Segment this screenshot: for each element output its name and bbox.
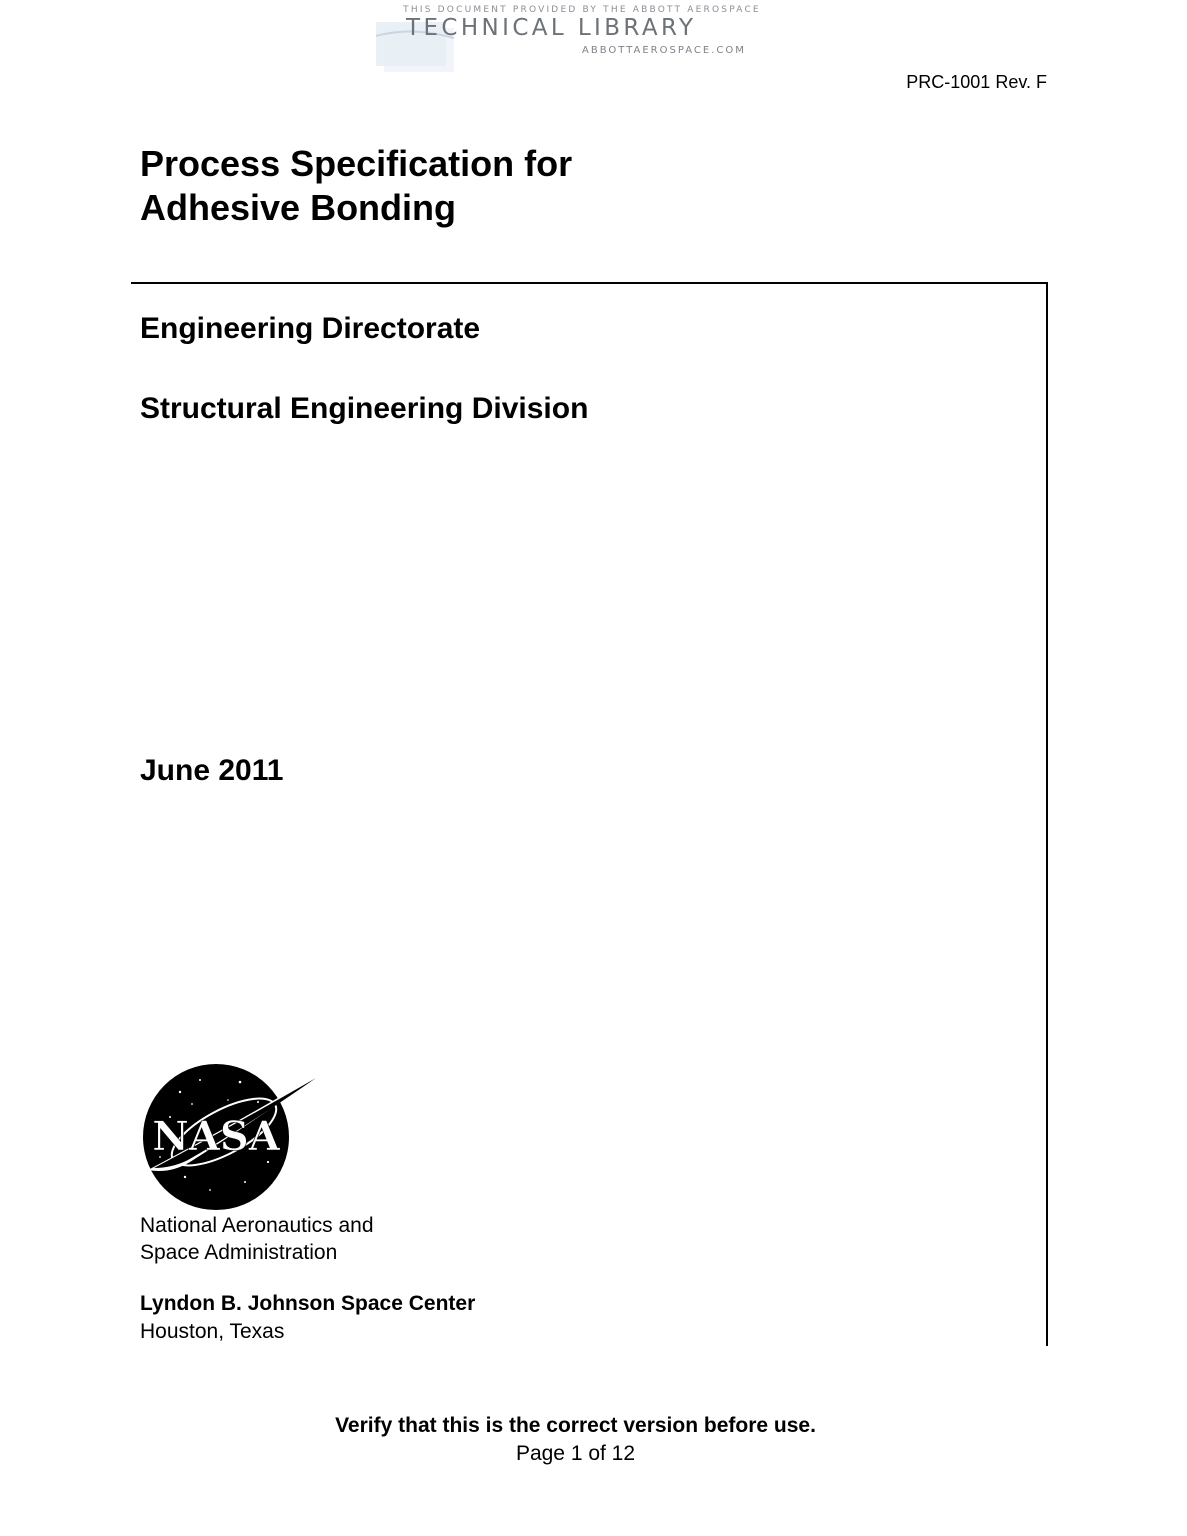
horizontal-rule — [131, 282, 1048, 284]
nasa-meatball-icon — [140, 1062, 330, 1212]
document-title — [140, 142, 572, 230]
vertical-rule — [1046, 282, 1048, 1346]
title-line-2: Adhesive Bonding — [140, 187, 457, 228]
abbott-watermark — [372, 2, 792, 74]
verify-notice: Verify that this is the correct version before use. — [335, 1414, 816, 1437]
space-center-name: Lyndon B. Johnson Space Center — [140, 1292, 476, 1315]
watermark-provider-line: THIS DOCUMENT PROVIDED BY THE ABBOTT AEROSPACE — [403, 5, 761, 15]
watermark-library-title: TECHNICAL LIBRARY — [406, 15, 697, 41]
page-indicator: Page 1 of 12 — [515, 1442, 636, 1465]
page-footer — [0, 1412, 1151, 1468]
watermark-url: ABBOTTAEROSPACE.COM — [582, 45, 746, 56]
agency-name — [140, 1212, 374, 1266]
space-center-location: Houston, Texas — [140, 1320, 285, 1343]
directorate-heading: Engineering Directorate — [140, 312, 481, 345]
division-heading: Structural Engineering Division — [140, 392, 589, 425]
title-line-1: Process Specification for — [140, 143, 573, 184]
publication-date: June 2011 — [140, 754, 284, 787]
document-number: PRC-1001 Rev. F — [906, 72, 1047, 92]
nasa-logo-text: NASA — [152, 1113, 280, 1160]
agency-name-line-1: National Aeronautics and — [140, 1214, 374, 1237]
agency-name-line-2: Space Administration — [140, 1241, 338, 1264]
